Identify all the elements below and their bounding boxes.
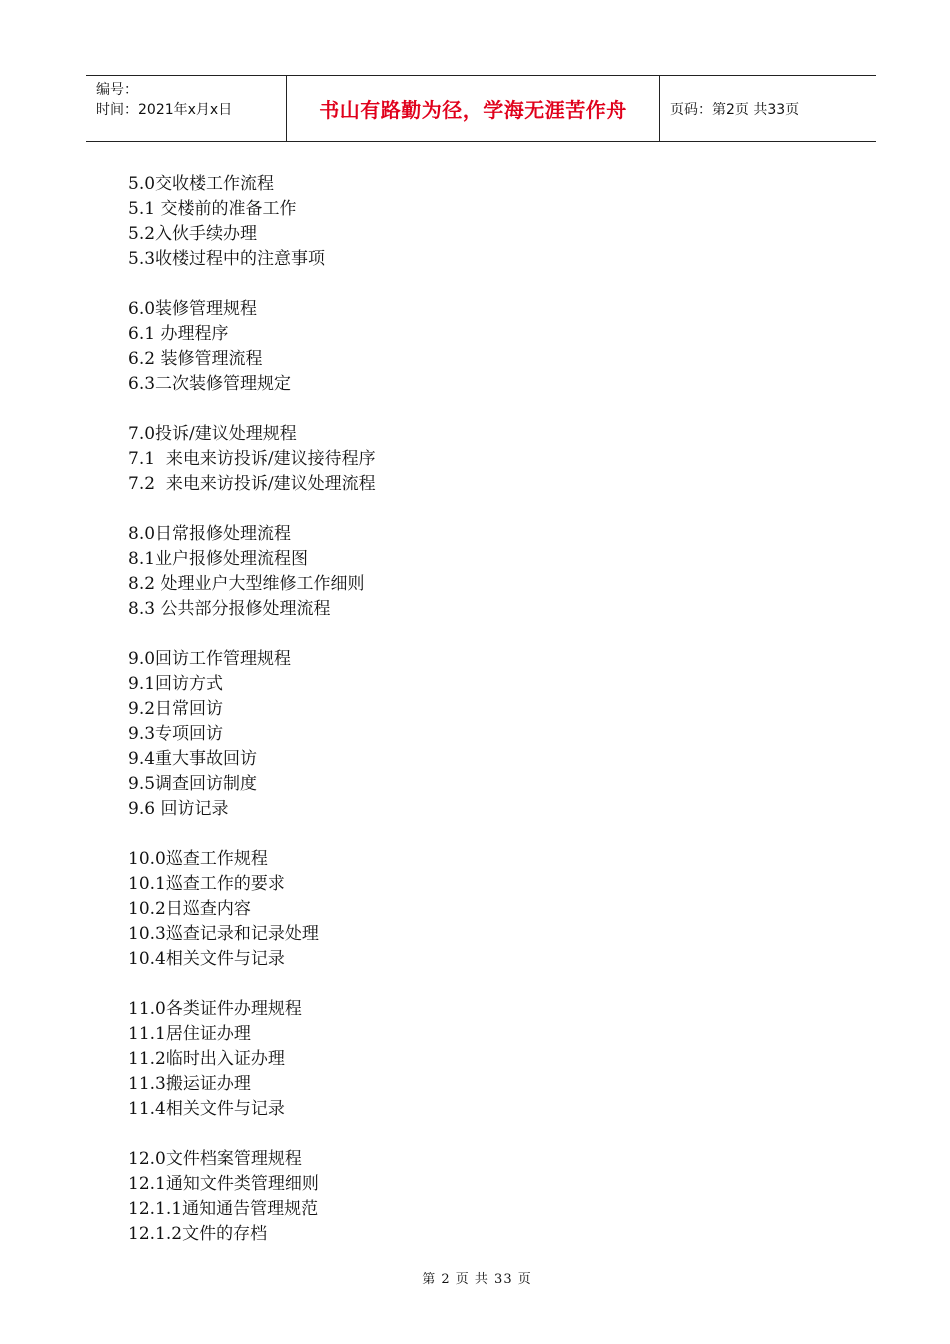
toc-section-heading: 10.0巡查工作规程 [128, 849, 268, 869]
toc-entry: 5.2入伙手续办理 [128, 224, 258, 244]
toc-section-heading: 8.0日常报修处理流程 [128, 524, 292, 544]
page-header [86, 75, 876, 142]
toc-entry: 10.2日巡查内容 [128, 899, 251, 919]
toc-entry: 11.1居住证办理 [128, 1024, 251, 1044]
toc-entry: 12.1通知文件类管理细则 [128, 1174, 319, 1194]
toc-section [128, 847, 828, 972]
toc-entry: 9.6 回访记录 [128, 799, 229, 819]
toc-entry: 8.1业户报修处理流程图 [128, 549, 309, 569]
toc-entry: 5.1 交楼前的准备工作 [128, 199, 297, 219]
toc-entry: 6.1 办理程序 [128, 324, 229, 344]
toc-entry: 9.5调查回访制度 [128, 774, 258, 794]
toc-section [128, 1147, 828, 1247]
toc-section-heading: 5.0交收楼工作流程 [128, 174, 275, 194]
toc-entry: 10.4相关文件与记录 [128, 949, 285, 969]
toc-section [128, 422, 828, 497]
toc-entry: 12.1.1通知通告管理规范 [128, 1199, 319, 1219]
header-meta [86, 76, 287, 141]
toc-entry: 9.4重大事故回访 [128, 749, 258, 769]
toc-entry: 8.2 处理业户大型维修工作细则 [128, 574, 365, 594]
toc-section-heading: 9.0回访工作管理规程 [128, 649, 292, 669]
toc-section-heading: 7.0投诉/建议处理规程 [128, 424, 297, 444]
toc-entry: 11.2临时出入证办理 [128, 1049, 285, 1069]
toc-entry: 6.2 装修管理流程 [128, 349, 263, 369]
toc-entry: 8.3 公共部分报修处理流程 [128, 599, 331, 619]
toc-section [128, 172, 828, 272]
toc-section [128, 297, 828, 397]
toc-entry: 10.3巡查记录和记录处理 [128, 924, 319, 944]
time-label: 时间：2021年x月x日 [96, 102, 233, 118]
toc-entry: 11.4相关文件与记录 [128, 1099, 285, 1119]
toc-entry: 11.3搬运证办理 [128, 1074, 251, 1094]
toc-entry: 10.1巡查工作的要求 [128, 874, 285, 894]
toc-entry: 12.1.2文件的存档 [128, 1224, 268, 1244]
toc-entry: 6.3二次装修管理规定 [128, 374, 292, 394]
toc-entry: 9.1回访方式 [128, 674, 224, 694]
toc-entry: 9.3专项回访 [128, 724, 224, 744]
toc-section-heading: 12.0文件档案管理规程 [128, 1149, 302, 1169]
page-footer: 第 2 页 共 33 页 [422, 1272, 532, 1287]
toc-entry: 7.2 来电来访投诉/建议处理流程 [128, 474, 376, 494]
toc-section [128, 647, 828, 822]
toc-section [128, 522, 828, 622]
toc-section-heading: 11.0各类证件办理规程 [128, 999, 302, 1019]
toc-entry: 9.2日常回访 [128, 699, 224, 719]
header-page-label: 页码：第2页 共33页 [670, 101, 800, 118]
number-label: 编号： [96, 82, 138, 98]
toc-section-heading: 6.0装修管理规程 [128, 299, 258, 319]
header-motto: 书山有路勤为径，学海无涯苦作舟 [287, 76, 660, 141]
toc-entry: 5.3收楼过程中的注意事项 [128, 249, 326, 269]
toc-section [128, 997, 828, 1122]
toc-entry: 7.1 来电来访投诉/建议接待程序 [128, 449, 376, 469]
table-of-contents [128, 172, 828, 1272]
